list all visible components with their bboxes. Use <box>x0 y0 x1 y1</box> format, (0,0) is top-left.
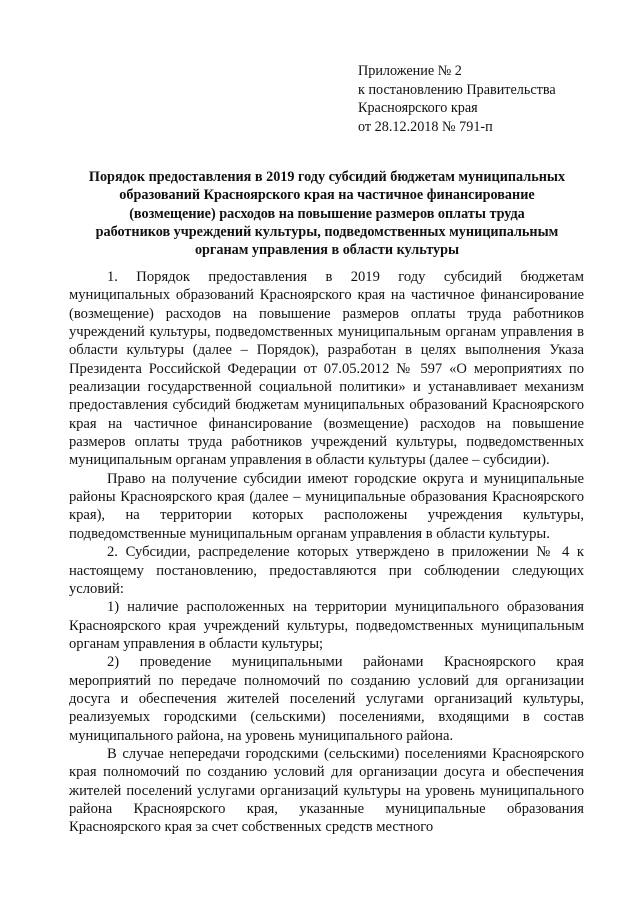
appendix-resolution: к постановлению Правительства <box>358 81 556 98</box>
appendix-number: Приложение № 2 <box>358 63 462 79</box>
paragraph-2: 2. Субсидии, распределение которых утверждено в приложении № 4 к настоящему постановлению, предоставляются при соблюдении следующих условий: <box>69 544 584 597</box>
appendix-reference <box>358 62 556 136</box>
condition-2: 2) проведение муниципальными районами Красноярского края мероприятий по передаче полномочий по созданию условий для организации досуга и обеспечения жителей поселений услугами организаций культуры, реализуемых городскими (сельскими) поселениями, входящими в состав муниципального района, на уровень муниципального района. <box>69 654 584 744</box>
condition-1: 1) наличие расположенных на территории муниципального образования Красноярского края учреждений культуры, подведомственных муниципальным органам управления в области культуры; <box>69 599 584 652</box>
title-line: (возмещение) расходов на повышение размеров оплаты труда <box>129 205 525 222</box>
paragraph-1: 1. Порядок предоставления в 2019 году субсидий бюджетам муниципальных образований Красноярского края на частичное финансирование (возмещение) расходов на повышение размеров оплаты труда работников учреждений культуры, подведомственных муниципальным органам управления в области культуры (далее – Порядок), разработан в целях выполнения Указа Президента Российской Федерации от 07.05.2012 № 597 «О мероприятиях по реализации государственной социальной политики» и устанавливает механизм предоставления субсидий бюджетам муниципальных образований Красноярского края на частичное финансирование (возмещение) расходов на повышение размеров оплаты труда работников учреждений культуры, подведомственных муниципальным органам управления в области культуры (далее – субсидии). <box>69 269 584 469</box>
paragraph-right-to-subsidy: Право на получение субсидии имеют городские округа и муниципальные районы Красноярского края (далее – муниципальные образования Красноярского края), на территории которых расположены учреждения культуры, подведомственные муниципальным органам управления в области культуры. <box>69 470 584 542</box>
title-line: Порядок предоставления в 2019 году субсидий бюджетам муниципальных <box>88 169 566 185</box>
title-line: органам управления в области культуры <box>194 242 460 259</box>
appendix-date: от 28.12.2018 № 791-п <box>358 118 493 135</box>
title-line: работников учреждений культуры, подведомственных муниципальным <box>95 223 559 240</box>
title-line: образований Красноярского края на частичное финансирование <box>119 187 535 204</box>
document-body <box>69 268 584 837</box>
appendix-region: Красноярского края <box>358 100 478 116</box>
paragraph-non-transfer: В случае непередачи городскими (сельскими) поселениями Красноярского края полномочий по созданию условий для организации досуга и обеспечения жителей поселений услугами организаций культуры на уровень муниципального района Красноярского края, указанные муниципальные образования Красноярского края за счет собственных средств местного <box>69 745 584 836</box>
document-title <box>62 168 592 259</box>
